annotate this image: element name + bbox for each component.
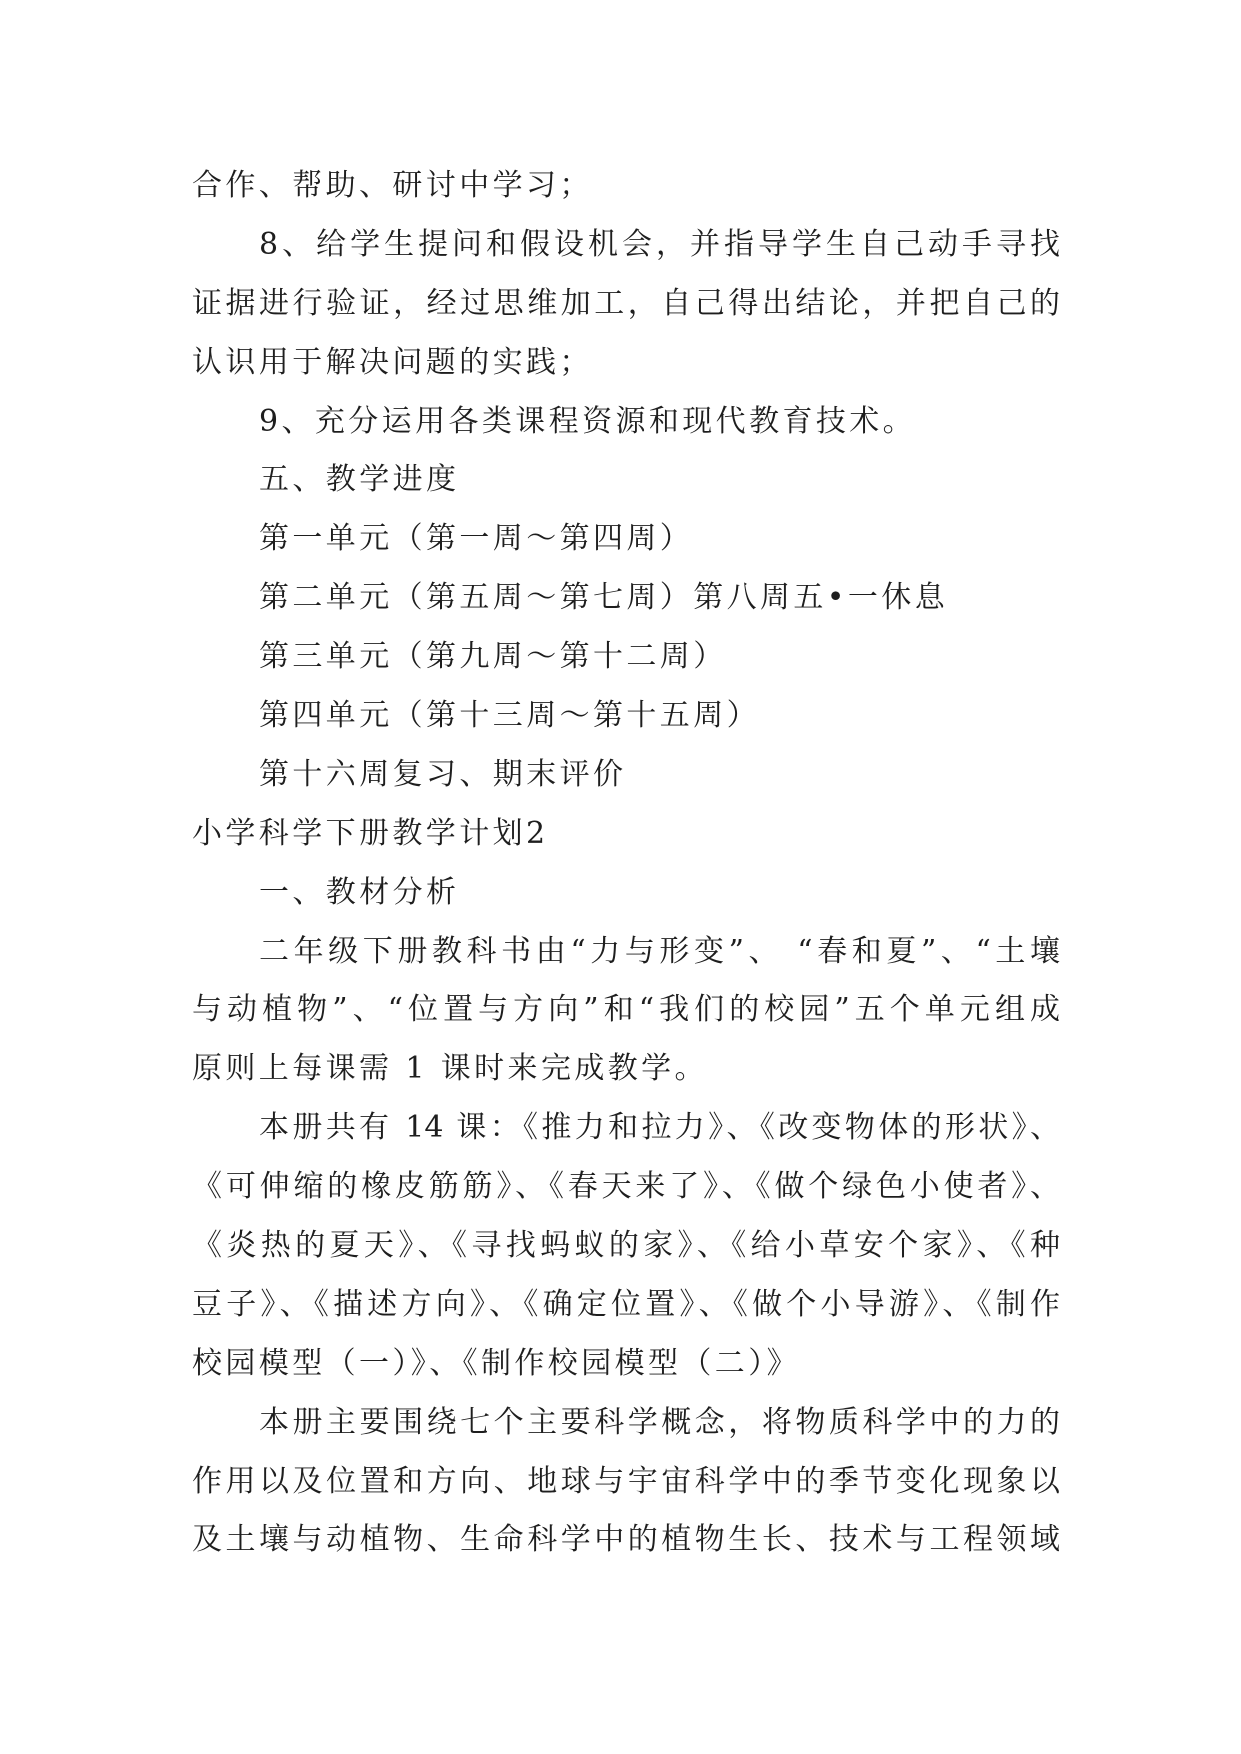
schedule-item xyxy=(192,687,1060,746)
text-line: 豆子》、《描述方向》、《确定位置》、《做个小导游》、《制作 xyxy=(192,1286,1060,1322)
text-line: 与动植物”、“位置与方向”和“我们的校园”五个单元组成 xyxy=(192,992,1060,1028)
text-line: 《可伸缩的橡皮筋筋》、《春天来了》、《做个绿色小使者》、 xyxy=(192,1169,1060,1205)
paragraph xyxy=(192,1394,1060,1571)
paragraph xyxy=(192,1099,1060,1393)
text-line: 9、充分运用各类课程资源和现代教育技术。 xyxy=(259,403,917,439)
text-line: 认识用于解决问题的实践； xyxy=(192,344,593,380)
paragraph xyxy=(192,157,1060,216)
text-line: 本册主要围绕七个主要科学概念，将物质科学中的力的 xyxy=(259,1404,1060,1440)
text-line: 本册共有 14 课：《推力和拉力》、《改变物体的形状》、 xyxy=(259,1110,1060,1146)
schedule-item xyxy=(192,569,1060,628)
section-heading-text: 一、教材分析 xyxy=(259,874,460,910)
text-line: 8、给学生提问和假设机会，并指导学生自己动手寻找 xyxy=(259,226,1060,262)
text-line: 第二单元（第五周～第七周）第八周五•一休息 xyxy=(259,580,949,616)
document-body xyxy=(192,157,1060,1570)
text-line: 第一单元（第一周～第四周） xyxy=(259,521,694,557)
schedule-item xyxy=(192,628,1060,687)
section-heading xyxy=(192,864,1060,923)
text-line: 第四单元（第十三周～第十五周） xyxy=(259,698,760,734)
text-line: 校园模型（一）》、《制作校园模型（二）》 xyxy=(192,1345,800,1381)
text-line: 第十六周复习、期末评价 xyxy=(259,756,627,792)
document-title-text: 小学科学下册教学计划2 xyxy=(192,815,549,851)
text-line: 证据进行验证，经过思维加工，自己得出结论，并把自己的 xyxy=(192,285,1060,321)
paragraph xyxy=(192,393,1060,452)
text-line: 原则上每课需 1 课时来完成教学。 xyxy=(192,1051,708,1087)
paragraph xyxy=(192,923,1060,1100)
schedule-item xyxy=(192,746,1060,805)
text-line: 二年级下册教科书由“力与形变”、 “春和夏”、“土壤 xyxy=(259,933,1060,969)
document-title xyxy=(192,805,1060,864)
text-line: 第三单元（第九周～第十二周） xyxy=(259,639,727,675)
section-heading xyxy=(192,451,1060,510)
text-line: 合作、帮助、研讨中学习； xyxy=(192,168,593,203)
text-line: 及土壤与动植物、生命科学中的植物生长、技术与工程领域 xyxy=(192,1522,1060,1558)
text-line: 《炎热的夏天》、《寻找蚂蚁的家》、《给小草安个家》、《种 xyxy=(192,1228,1060,1264)
paragraph xyxy=(192,216,1060,393)
schedule-item xyxy=(192,510,1060,569)
section-heading-text: 五、教学进度 xyxy=(259,462,460,498)
text-line: 作用以及位置和方向、地球与宇宙科学中的季节变化现象以 xyxy=(192,1463,1060,1499)
